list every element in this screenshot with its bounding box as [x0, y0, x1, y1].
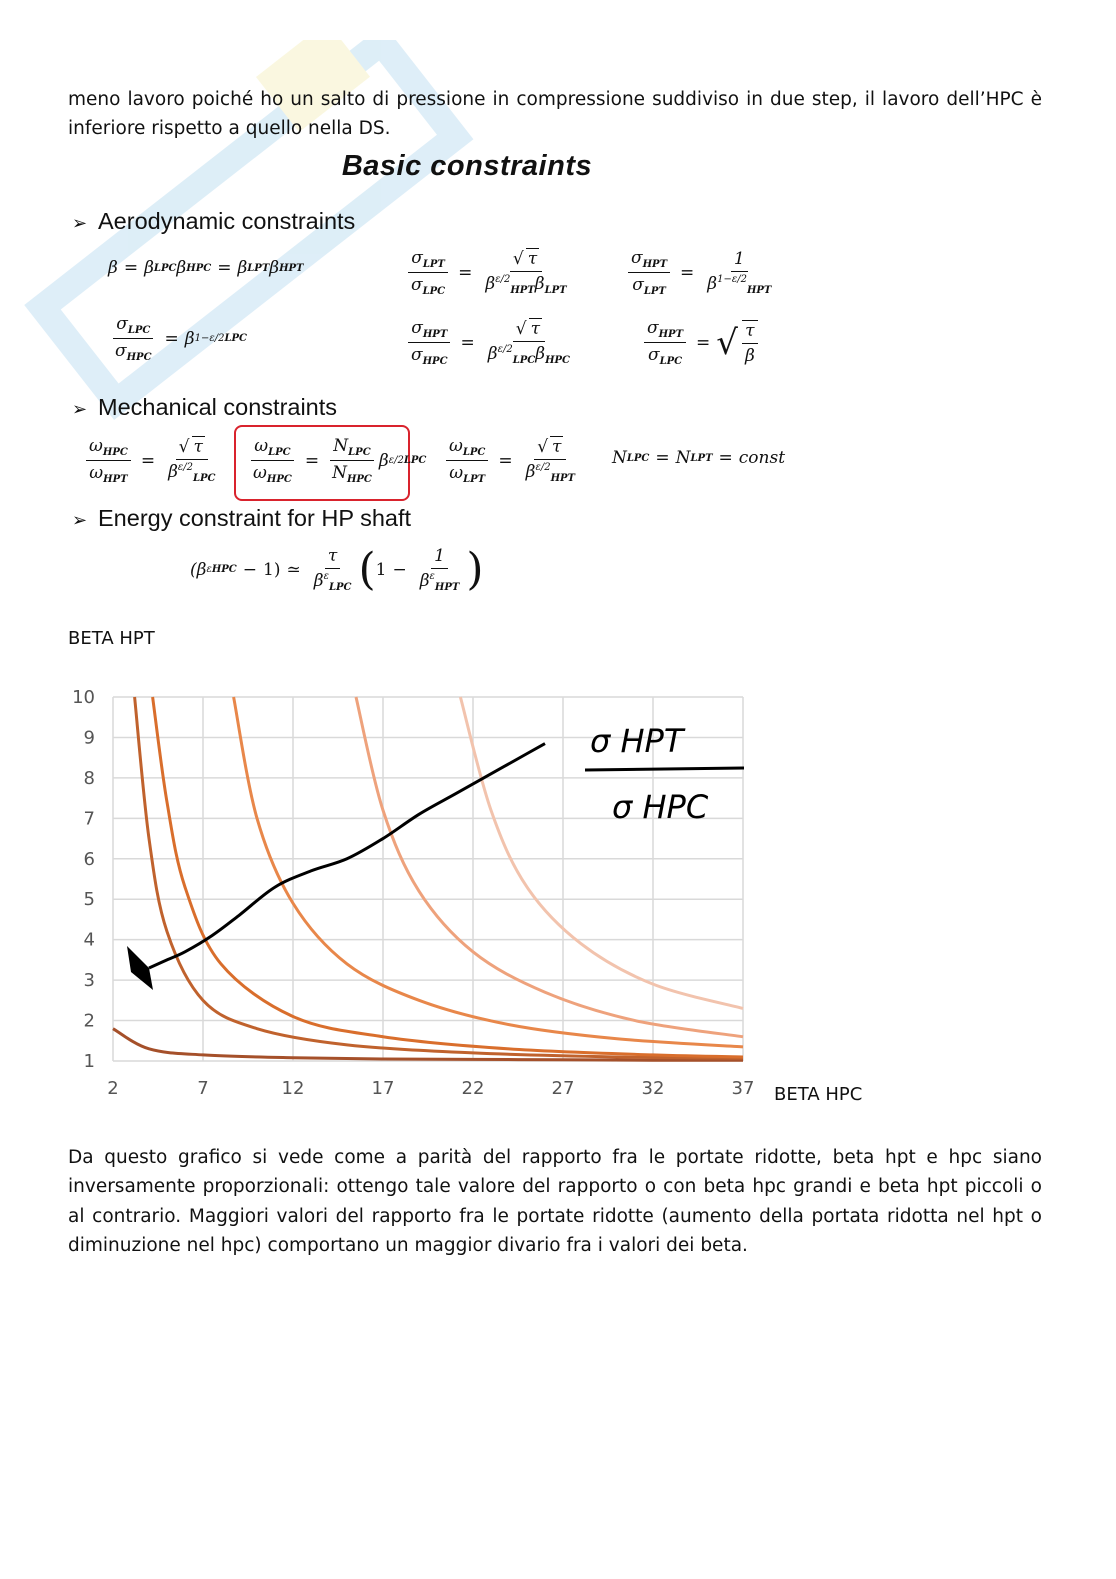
equation-sigma-lpc-hpc: $\frac{\sigma_{LPC}}{\sigma_{HPC}}$ = β 1−ε/2 LPC — [115, 314, 247, 363]
bullet-arrow-icon: ➢ — [72, 510, 88, 530]
series-line-5 — [356, 697, 743, 1037]
y-axis-title: BETA HPT — [68, 628, 155, 649]
y-tick-label: 7 — [83, 808, 95, 830]
equation-omega-hpc-hpt: $\frac{\omega_{HPC}}{\omega_{HPT}}$ = $\frac{√ \tau}{\beta^{\varepsilon/2}_{LPC}}$ — [82, 436, 223, 485]
x-tick-label: 17 — [371, 1078, 395, 1099]
bullet-label: Aerodynamic constraints — [98, 208, 356, 234]
equation-sigma-lpt-lpc: $\frac{\sigma_{LPT}}{\sigma_{LPC}}$ = $\frac{√ \tau}{\beta^{\varepsilon/2}_{HPT}\beta_{LPT}}$ — [404, 248, 574, 297]
y-tick-label: 3 — [83, 970, 95, 992]
beta-chart — [60, 680, 780, 1110]
x-axis-title: BETA HPC — [774, 1084, 863, 1105]
y-tick-label: 1 — [83, 1051, 95, 1072]
bullet-aerodynamic — [72, 208, 355, 235]
x-tick-label: 32 — [641, 1078, 665, 1099]
bullet-energy — [72, 505, 411, 532]
equation-sigma-hpt-hpc: $\frac{\sigma_{HPT}}{\sigma_{HPC}}$ = $\frac{√ \tau}{\beta^{\varepsilon/2}_{LPC}\beta_{HPC}}$ — [404, 318, 577, 367]
x-tick-label: 7 — [197, 1078, 209, 1099]
x-tick-label: 22 — [461, 1078, 485, 1099]
y-tick-label: 8 — [83, 767, 95, 789]
chart-annotation — [127, 722, 744, 990]
y-tick-label: 5 — [83, 889, 95, 911]
x-tick-label: 37 — [731, 1078, 755, 1099]
bullet-arrow-icon: ➢ — [72, 399, 88, 419]
annotation-numerator: σ HPT — [590, 722, 684, 760]
x-tick-label: 12 — [281, 1078, 305, 1099]
equation-sigma-hpt-lpc: $\frac{\sigma_{HPT}}{\sigma_{LPC}}$ = √ $\frac{\tau}{\beta}$ — [640, 318, 762, 367]
equation-omega-lpc-lpt: $\frac{\omega_{LPC}}{\omega_{LPT}}$ = $\frac{√ \tau}{\beta^{\varepsilon/2}_{HPT}}$ — [442, 436, 582, 485]
y-tick-label: 2 — [83, 1010, 95, 1032]
equation-beta-product: β = β LPC β HPC = β LPT β HPT — [108, 258, 304, 278]
annotation-denominator: σ HPC — [612, 788, 709, 826]
bullet-arrow-icon: ➢ — [72, 213, 88, 233]
bullet-label: Mechanical constraints — [98, 394, 338, 420]
conclusion-paragraph: Da questo grafico si vede come a parità del rapporto fra le portate ridotte, beta hpt e hpc siano inversamente proporzionali: ottengo tale valore del rapporto o con beta hpc grandi e beta hpt piccoli o al contrario. Maggiori valori del rapporto fra le portate ridotte (aumento della portata ridotta nel hpt o diminuzione nel hpc) comportano un maggior divario fra i valori dei beta. — [68, 1146, 1042, 1256]
equation-energy: (β ε HPC − 1) ≃ $\frac{\tau}{\beta^\varepsilon_{LPC}}$ ( 1 − $\frac{1}{\beta^\varepsilon_{HPT}}$ ) — [190, 544, 484, 595]
equation-omega-lpc-hpc: $\frac{\omega_{LPC}}{\omega_{HPC}}$ = $\frac{N_{LPC}}{N_{HPC}}$ β ε/2 LPC — [253, 436, 427, 485]
slide-title: Basic constraints — [341, 150, 593, 182]
y-tick-label: 6 — [83, 848, 95, 870]
y-tick-label: 10 — [72, 687, 95, 708]
bullet-mechanical — [72, 394, 337, 421]
bullet-label: Energy constraint for HP shaft — [98, 505, 412, 531]
equation-sigma-hpt-lpt: $\frac{\sigma_{HPT}}{\sigma_{LPT}}$ = $\frac{1}{\beta^{1-\varepsilon/2}_{HPT}}$ — [624, 248, 778, 297]
equation-n-const: N LPC = N LPT = const — [612, 448, 786, 468]
x-tick-label: 27 — [551, 1078, 575, 1099]
y-tick-label: 9 — [83, 727, 95, 749]
x-tick-label: 2 — [107, 1078, 119, 1099]
y-tick-label: 4 — [83, 929, 95, 951]
annotation-fraction-bar — [585, 768, 744, 770]
intro-paragraph: meno lavoro poiché ho un salto di pressione in compressione suddiviso in due step, il lavoro dell’HPC è inferiore rispetto a quello nella DS. — [68, 88, 1042, 139]
